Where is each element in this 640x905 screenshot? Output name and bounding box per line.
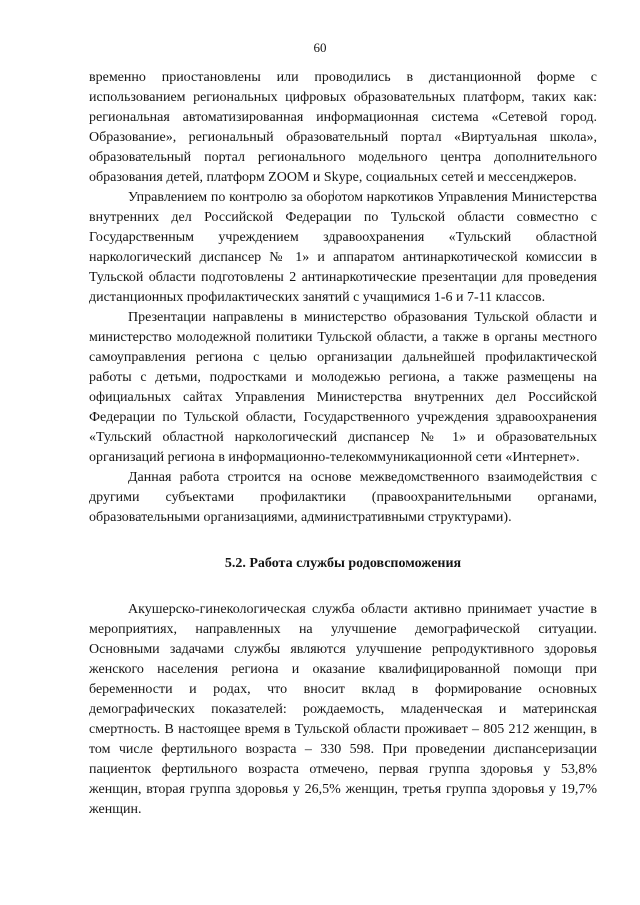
section-heading: 5.2. Работа службы родовспоможения — [224, 556, 462, 571]
paragraph-obstetrics: Акушерско-гинекологическая служба области активно принимает участие в мероприятиях, направленных на улучшение демографической ситуации. Основными задачами службы являются улучшение репродуктивного здоровья женского населения региона и оказание квалифицированной помощи при беременности и родах, что вносит вклад в формирование основных демографических показателей: рождаемость, младенческая и материнская смертность. В настоящее время в Тульской области проживает – 805 212 женщин, в том числе фертильного возраста – 330 598. При проведении диспансеризации пациенток фертильного возраста отмечено, первая группа здоровья у 53,8% женщин, вторая группа здоровья у 26,5% женщин, третья группа здоровья у 19,7% женщин. — [89, 602, 597, 817]
body-text — [89, 68, 597, 820]
paragraph-interagency: Данная работа строится на основе межведомственного взаимодействия с другими субъектами профилактики (правоохранительными органами, образовательными организациями, административными структурами). — [89, 470, 597, 525]
page-number: 60 — [313, 40, 327, 55]
paragraph-presentations: Презентации направлены в министерство образования Тульской области и министерство молодежной политики Тульской области, а также в органы местного самоуправления региона с целью организации дальнейшей профилактической работы с детьми, подростками и молодежью региона, а также размещены на официальных сайтах Управления Министерства внутренних дел Российской Федерации по Тульской области, Государственного учреждения здравоохранения «Тульский областной наркологический диспансер № 1» и образовательных организаций региона в информационно-телекоммуникационной сети «Интернет». — [89, 310, 597, 465]
paragraph-continuation: временно приостановлены или проводились в дистанционной форме с использованием региональных цифровых образовательных платформ, таких как: региональная автоматизированная информационная система «Сетевой город. Образование», региональный образовательный портал «Виртуальная школа», образовательный портал регионального модельного центра дополнительного образования детей, платформ ZOOM и Skype, социальных сетей и мессенджеров. — [89, 70, 597, 185]
paragraph-drug-control: Управлением по контролю за оборотом наркотиков Управления Министерства внутренних дел Российской Федерации по Тульской области совместно с Государственным учреждением здравоохранения «Тульский областной наркологический диспансер № 1» и аппаратом антинаркотической комиссии в Тульской области подготовлены 2 антинаркотические презентации для проведения дистанционных профилактических занятий с учащимися 1-6 и 7-11 классов. — [89, 190, 597, 305]
